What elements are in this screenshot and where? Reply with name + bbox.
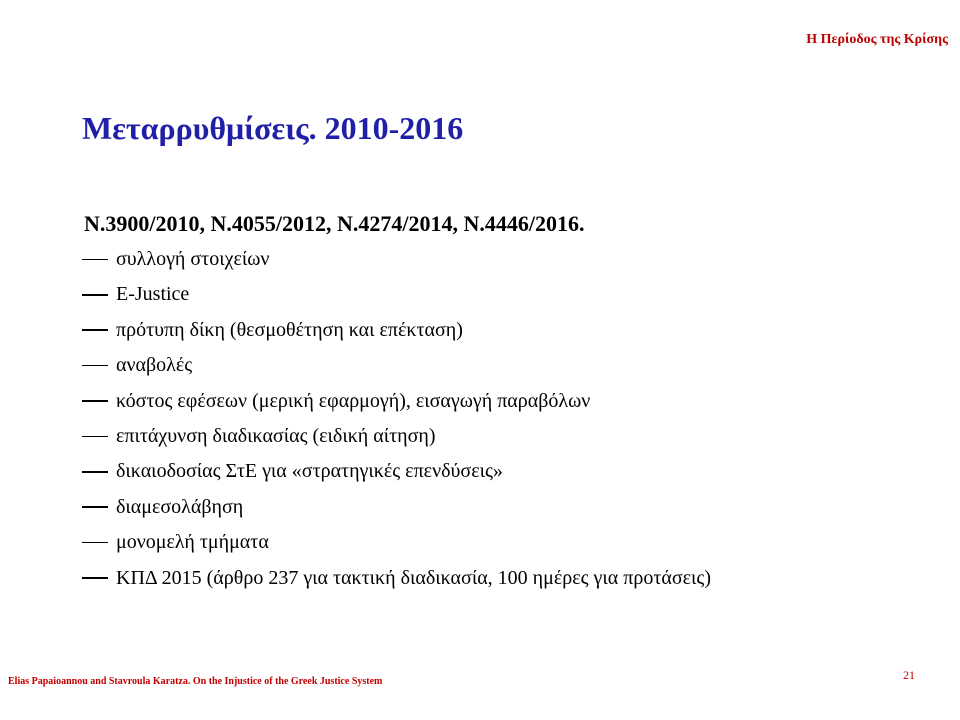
dash-bullet: [82, 259, 108, 261]
list-item-text: διαμεσολάβηση: [116, 495, 244, 518]
dash-bullet: [82, 471, 108, 473]
reform-list: [82, 242, 942, 596]
list-item-text: E-Justice: [116, 283, 190, 306]
dash-bullet: [82, 577, 108, 579]
slide-content: [82, 206, 942, 596]
list-item: [82, 277, 942, 312]
list-item: [82, 242, 942, 277]
page-number: 21: [903, 668, 915, 682]
laws-line: Ν.3900/2010, Ν.4055/2012, Ν.4274/2014, Ν.4446/2016.: [84, 211, 585, 236]
list-item-text: αναβολές: [116, 354, 193, 377]
list-item: [82, 490, 942, 525]
list-item: [82, 384, 942, 419]
list-item-text: πρότυπη δίκη (θεσμοθέτηση και επέκταση): [116, 318, 463, 341]
dash-bullet: [82, 436, 108, 438]
slide-title: Μεταρρυθμίσεις. 2010-2016: [82, 110, 464, 146]
footer-credit: Elias Papaioannou and Stavroula Karatza. On the Injustice of the Greek Justice System: [8, 676, 383, 687]
list-item-text: επιτάχυνση διαδικασίας (ειδική αίτηση): [116, 424, 436, 447]
list-item-text: μονομελή τμήματα: [116, 531, 269, 554]
section-header: Η Περίοδος της Κρίσης: [806, 32, 948, 47]
list-item: [82, 419, 942, 454]
list-item-text: συλλογή στοιχείων: [116, 248, 270, 270]
list-item: [82, 454, 942, 489]
list-item: [82, 561, 942, 596]
dash-bullet: [82, 329, 108, 331]
bottom-band: [0, 692, 960, 720]
dash-bullet: [82, 542, 108, 544]
list-item-text: ΚΠΔ 2015 (άρθρο 237 για τακτική διαδικασία, 100 ημέρες για προτάσεις): [116, 566, 711, 589]
dash-bullet: [82, 365, 108, 367]
list-item: [82, 348, 942, 383]
list-item-text: δικαιοδοσίας ΣτΕ για «στρατηγικές επενδύσεις»: [116, 460, 503, 483]
dash-bullet: [82, 400, 108, 402]
dash-bullet: [82, 294, 108, 296]
list-item: [82, 525, 942, 560]
top-band: [0, 0, 960, 28]
list-item-text: κόστος εφέσεων (μερική εφαρμογή), εισαγωγή παραβόλων: [116, 389, 591, 412]
list-item: [82, 313, 942, 348]
dash-bullet: [82, 506, 108, 508]
